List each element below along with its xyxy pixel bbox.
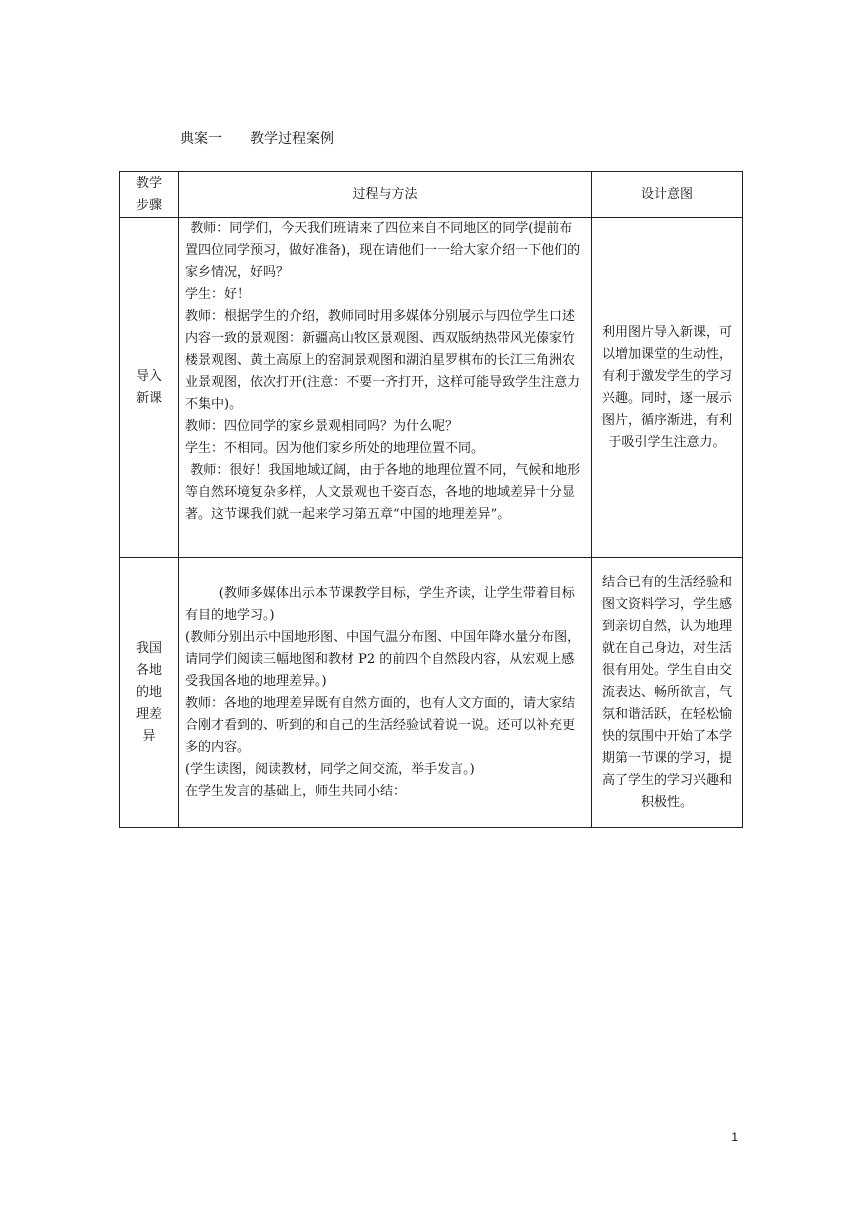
process-paragraph: 教师：根据学生的介绍，教师同时用多媒体分别展示与四位学生口述内容一致的景观图：新疆高山牧区景观图、西双版纳热带风光傣家竹楼景观图、黄土高原上的窑洞景观图和湖泊星罗棋布的长江三角洲农业景观图，依次打开(注意：不要一齐打开，这样可能导致学生注意力不集中)。	[185, 309, 581, 412]
row-process-intro	[179, 218, 592, 558]
lesson-process-table	[119, 171, 743, 828]
process-paragraph: (教师分别出示中国地形图、中国气温分布图、中国年降水量分布图，请同学们阅读三幅地图和教材 P2 的前四个自然段内容，从宏观上感受我国各地的地理差异。)	[185, 629, 581, 689]
header-process: 过程与方法	[179, 172, 592, 218]
case-title: 教学过程案例	[250, 131, 334, 147]
process-paragraph: 教师：各地的地理差异既有自然方面的，也有人文方面的，请大家结合刚才看到的、听到的和自己的生活经验试着说一说。还可以补充更多的内容。	[185, 695, 576, 755]
process-paragraph: (学生读图，阅读教材，同学之间交流，举手发言。)	[185, 761, 475, 777]
process-paragraph: 教师：同学们，今天我们班请来了四位来自不同地区的同学(提前布置四位同学预习，做好准备)，现在请他们一一给大家介绍一下他们的家乡情况，好吗？	[185, 221, 581, 280]
table-row	[120, 558, 743, 828]
document-heading	[180, 128, 334, 148]
header-step: 教学步骤	[120, 172, 179, 218]
row-step-intro: 导入新课	[120, 218, 179, 558]
process-paragraph: (教师多媒体出示本节课教学目标，学生齐读，让学生带着目标有目的地学习。)	[185, 585, 575, 623]
process-paragraph: 在学生发言的基础上，师生共同小结：	[185, 783, 407, 799]
case-label: 典案一	[180, 131, 222, 147]
process-paragraph: 学生：不相同。因为他们家乡所处的地理位置不同。	[185, 441, 485, 456]
table-header-row	[120, 172, 743, 218]
process-paragraph: 学生：好！	[185, 287, 251, 302]
table-row	[120, 218, 743, 558]
row-intent-intro: 利用图片导入新课，可以增加课堂的生动性，有利于激发学生的学习兴趣。同时，逐一展示图片，循序渐进，有利于吸引学生注意力。	[592, 218, 743, 558]
process-paragraph: 教师：四位同学的家乡景观相同吗？为什么呢？	[185, 419, 459, 434]
header-intent: 设计意图	[592, 172, 743, 218]
process-paragraph: 教师：很好！我国地域辽阔，由于各地的地理位置不同，气候和地形等自然环境复杂多样，人文景观也千姿百态，各地的地域差异十分显著。这节课我们就一起来学习第五章“中国的地理差异”。	[185, 463, 581, 522]
page-number: 1	[731, 1130, 738, 1144]
row-process-differences	[179, 558, 592, 828]
row-step-differences: 我国各地的地理差异	[120, 558, 179, 828]
row-intent-differences: 结合已有的生活经验和图文资料学习，学生感到亲切自然，认为地理就在自己身边，对生活很有用处。学生自由交流表达、畅所欲言，气氛和谐活跃，在轻松愉快的氛围中开始了本学期第一节课的学习，提高了学生的学习兴趣和积极性。	[592, 558, 743, 828]
